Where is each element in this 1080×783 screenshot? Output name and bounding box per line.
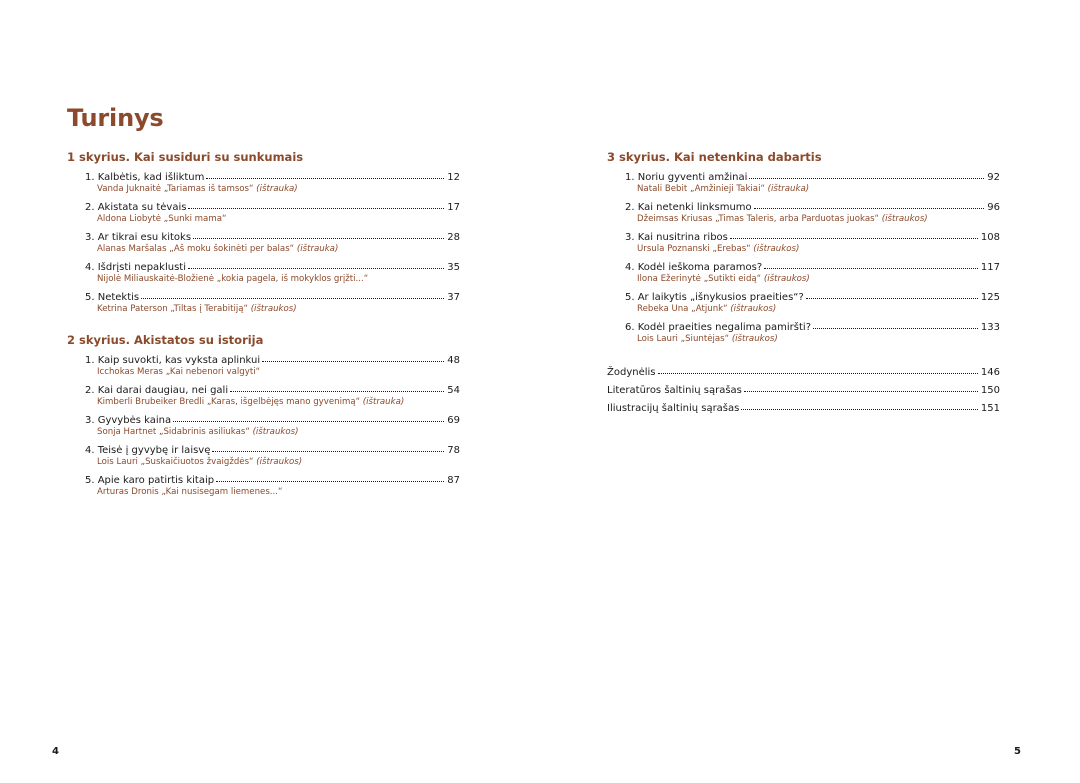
entry-note: (ištrauka) [767, 184, 810, 194]
appendix-entry[interactable] [607, 383, 1000, 397]
dot-leader [193, 229, 444, 239]
entry-author: Lois Lauri „Siuntėjas“ [637, 334, 730, 344]
entry-page: 12 [447, 172, 460, 183]
entry-label: 3. Ar tikrai esu kitoks [85, 232, 192, 243]
chapter-section [67, 150, 460, 315]
dot-leader [741, 400, 978, 410]
entry-page: 146 [980, 367, 1000, 378]
chapter-heading: 3 skyrius. Kai netenkina dabartis [607, 150, 822, 164]
entry-label: Literatūros šaltinių sąrašas [607, 385, 742, 396]
entry-label: 3. Kai nusitrina ribos [625, 232, 728, 243]
toc-left-column [67, 150, 460, 516]
entry-label: 3. Gyvybės kaina [85, 415, 172, 426]
entry-page: 69 [447, 415, 460, 426]
toc-entry[interactable] [607, 200, 1000, 225]
entry-label: 1. Noriu gyventi amžinai [625, 172, 748, 183]
entry-note: (ištraukos) [256, 457, 303, 467]
entry-author: Icchokas Meras „Kai nebenori valgyti“ [97, 367, 261, 377]
appendix-list [607, 365, 1000, 415]
entry-page: 37 [447, 292, 460, 303]
dot-leader [764, 259, 978, 269]
toc-entry[interactable] [607, 170, 1000, 195]
toc-entry[interactable] [607, 260, 1000, 285]
dot-leader [730, 229, 978, 239]
chapter-heading: 1 skyrius. Kai susiduri su sunkumais [67, 150, 304, 164]
entry-author: Rebeka Una „Atjunk“ [637, 304, 728, 314]
entry-author: Sonja Hartnet „Sidabrinis asiliukas“ [97, 427, 250, 437]
dot-leader [658, 364, 978, 374]
toc-entry[interactable] [607, 320, 1000, 345]
entry-author: Aldona Liobytė „Sunki mama“ [97, 214, 227, 224]
entry-author: Nijolė Miliauskaitė-Bložienė „kokia pagela, iš mokyklos grįžti...“ [97, 274, 369, 284]
chapter-section [607, 150, 1000, 345]
entry-page: 78 [447, 445, 460, 456]
entry-note: (ištrauka) [256, 184, 298, 194]
entry-author: Kimberli Brubeiker Bredli „Karas, išgelbėjęs mano gyvenimą“ [97, 397, 361, 407]
dot-leader [813, 319, 978, 329]
entry-page: 54 [447, 385, 460, 396]
page-number-left: 4 [52, 746, 59, 757]
entry-label: 1. Kalbėtis, kad išliktum [85, 172, 205, 183]
toc-entry[interactable] [67, 353, 460, 378]
entry-label: 4. Kodėl ieškoma paramos? [625, 262, 763, 273]
entry-label: Iliustracijų šaltinių sąrašas [607, 403, 740, 414]
entry-page: 35 [447, 262, 460, 273]
toc-entry[interactable] [67, 260, 460, 285]
entry-note: (ištraukos) [763, 274, 810, 284]
entry-label: 6. Kodėl praeities negalima pamiršti? [625, 322, 812, 333]
page-title: Turinys [67, 104, 164, 132]
entry-author: Vanda Juknaitė „Tariamas iš tamsos“ [97, 184, 254, 194]
toc-entry[interactable] [607, 230, 1000, 255]
toc-right-column [607, 150, 1000, 419]
entry-label: Žodynėlis [607, 367, 656, 378]
entry-label: 4. Teisė į gyvybę ir laisvę [85, 445, 211, 456]
dot-leader [230, 382, 444, 392]
dot-leader [188, 199, 444, 209]
entry-page: 125 [980, 292, 1000, 303]
dot-leader [749, 169, 984, 179]
toc-entry[interactable] [67, 443, 460, 468]
toc-entry[interactable] [67, 413, 460, 438]
chapter-heading: 2 skyrius. Akistatos su istorija [67, 333, 264, 347]
dot-leader [212, 442, 444, 452]
entry-author: Ilona Ežerinytė „Sutikti eidą“ [637, 274, 762, 284]
entry-label: 5. Apie karo patirtis kitaip [85, 475, 215, 486]
toc-entry[interactable] [67, 200, 460, 225]
appendix-entry[interactable] [607, 365, 1000, 379]
entry-page: 17 [447, 202, 460, 213]
entry-page: 150 [980, 385, 1000, 396]
entry-author: Alanas Maršalas „Aš moku šokinėti per balas“ [97, 244, 295, 254]
dot-leader [188, 259, 444, 269]
entry-page: 117 [980, 262, 1000, 273]
entry-label: 5. Ar laikytis „išnykusios praeities“? [625, 292, 804, 303]
entry-label: 5. Netektis [85, 292, 140, 303]
entry-page: 133 [980, 322, 1000, 333]
dot-leader [744, 382, 978, 392]
dot-leader [173, 412, 444, 422]
entry-page: 96 [987, 202, 1000, 213]
entry-note: (ištraukos) [730, 304, 777, 314]
toc-entry[interactable] [607, 290, 1000, 315]
entry-label: 2. Akistata su tėvais [85, 202, 187, 213]
entry-note: (ištrauka) [296, 244, 339, 254]
entry-author: Ketrina Paterson „Tiltas į Terabitiją“ [97, 304, 248, 314]
entry-label: 1. Kaip suvokti, kas vyksta aplinkui [85, 355, 261, 366]
entry-note: (ištraukos) [250, 304, 297, 314]
dot-leader [754, 199, 985, 209]
dot-leader [141, 289, 444, 299]
entry-author: Ursula Poznanski „Erebas“ [637, 244, 751, 254]
entry-label: 2. Kai darai daugiau, nei gali [85, 385, 229, 396]
entry-label: 4. Išdrįsti nepaklusti [85, 262, 186, 273]
entry-note: (ištraukos) [252, 427, 299, 437]
entry-page: 28 [447, 232, 460, 243]
entry-note: (ištrauka) [362, 397, 405, 407]
entry-note: (ištraukos) [731, 334, 778, 344]
dot-leader [806, 289, 978, 299]
toc-entry[interactable] [67, 473, 460, 498]
entry-page: 48 [447, 355, 460, 366]
entry-author: Natali Bebit „Amžinieji Takiai“ [637, 184, 765, 194]
entry-author: Lois Lauri „Suskaičiuotos žvaigždės“ [97, 457, 254, 467]
entry-author: Džeimsas Kriusas „Timas Taleris, arba Parduotas juokas“ [637, 214, 880, 224]
toc-entry[interactable] [67, 170, 460, 195]
dot-leader [262, 352, 444, 362]
appendix-entry[interactable] [607, 401, 1000, 415]
entry-author: Arturas Dronis „Kai nusisegam liemenes...“ [97, 487, 283, 497]
entry-page: 151 [980, 403, 1000, 414]
dot-leader [216, 472, 444, 482]
dot-leader [206, 169, 444, 179]
entry-label: 2. Kai netenki linksmumo [625, 202, 752, 213]
toc-entry[interactable] [67, 230, 460, 255]
entry-page: 92 [987, 172, 1000, 183]
entry-page: 87 [447, 475, 460, 486]
toc-entry[interactable] [67, 383, 460, 408]
page-number-right: 5 [1014, 746, 1021, 757]
entry-note: (ištraukos) [881, 214, 928, 224]
entry-page: 108 [980, 232, 1000, 243]
toc-entry[interactable] [67, 290, 460, 315]
chapter-section [67, 333, 460, 498]
entry-note: (ištraukos) [753, 244, 800, 254]
